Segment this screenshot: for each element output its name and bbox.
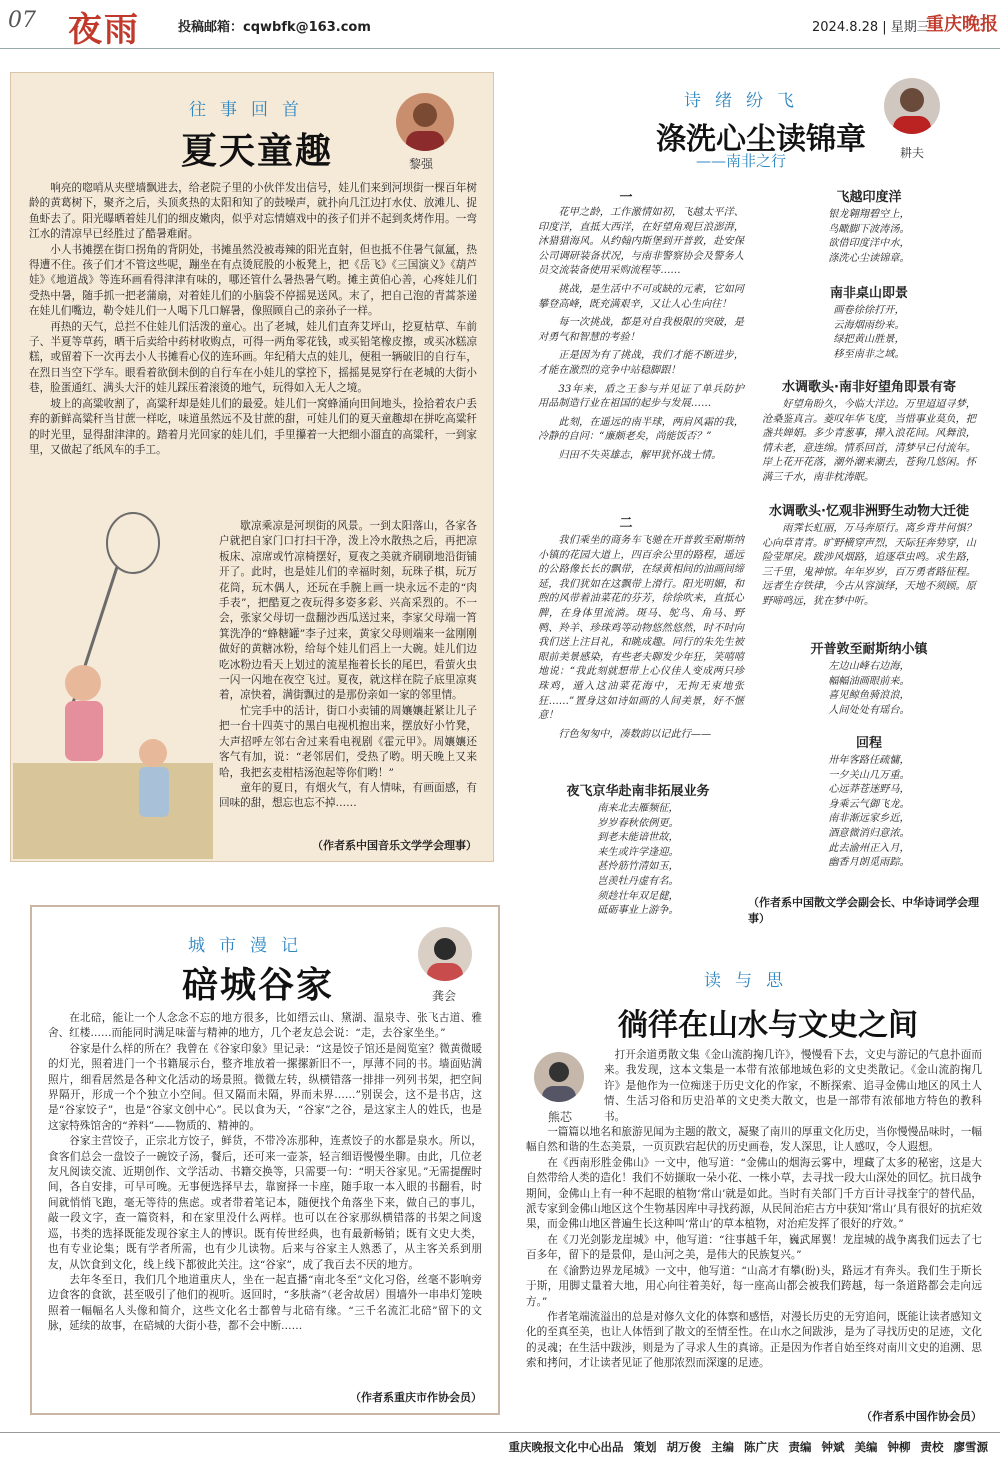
paragraph: 谷家主营饺子，正宗北方饺子，鲜货，不带冷冻那种，连煮饺子的水都是泉水。所以，食客们总会一盘饺子一碗饺子汤，餐后，还可来一壶茶，轻言细语慢慢坐聊。由此，几位老友凡阅读交流、近期创作、文学活动、书籍交换等，只需要一句：“明天谷家见。”无需提醒时间，各自安排，可早可晚。无事便选择早去，靠窗择一卡座，随手取一本入眼的书翻看，时间就悄悄飞跑，毫无等待的焦虑。或者带着笔记本，随便找个角落坐下来，做自己的事儿，敲一段文字，查一篇资料，和在家里没什么两样。也可以在谷家那纵横错落的书架之间逡巡，书类的选择既能发现谷家主人的博识。既有传世经典，也有最新畅销；既有文史大类，也有专业论集；既有学者所需，也有少儿读物。后来与谷家主人熟悉了，从主客关系到朋友，从饮食到文化，线上线下都彼此关注。这“谷家”，成了我百去不厌的地方。 [48, 1135, 482, 1271]
paragraph: 谷家是什么样的所在？我曾在《谷家印象》里记录：“这是饺子馆还是阅览室？微黄微暖的灯光，照着进门一个书籍展示台，整齐堆放着一摞摞新旧不一，厚薄不同的书。墙面贴满照片，细看居然是各种文化活动的场景照。微微左转，纵横错落一排排一列列书架，把空间界隔开，形成一个个独立小空间。但又隔而未隔，界而未界……”别误会，这不是书店，这是“谷家饺子”，也是“谷家文创中心”。民以食为天，“谷家”之谷，是这家主人的姓氏，也是这家特殊馆舍的“养料”——物质的、精神的。 [48, 1042, 482, 1132]
article-reading-section [512, 962, 990, 1428]
poem-text: 好望角盼久，今临大洋边。万里迢迢寻梦，沧桑鉴真言。菱叹年华飞度，当惜事业莫负，把盏共婵娟。多少青葱事，撵入浪花间。风舞浪，情未老，意连绵。情系回首，清梦早已付流年。岸上花开花落，潮外潮来潮去，苍狗几悠闲。怀满三千水，南非枕涛眠。 [762, 399, 976, 483]
author-name: 耕夫 [900, 146, 925, 160]
page-number: 07 [8, 8, 36, 33]
poem-text: 雨霁长虹丽，万马奔原行。离乡背井何惧？心向草青青。旷野横穿声烈，天际狂奔势穿，山险莹犀戾。跋涉风烟路，追逐草虫鸣。求生路，三千里，鬼神惊。年年岁岁，百万勇者路征程。远者生存铁律，今古从容演绎，天地不须顾。原野啼鸣远，犹在梦中听。 [762, 523, 976, 607]
paragraph: 此刻，在遥远的南半球，两肩风霜的我，冷静的自问：“廉颇老矣，尚能饭否？” [538, 416, 744, 443]
paragraph: 一篇篇以地名和旅游见闻为主题的散文，凝聚了南川的厚重文化历史，当你慢慢品味时，一幅幅自然和谐的生态美景，一页页跌宕起伏的历史画卷，发人深思，让人感叹，令人遐想。 [526, 1126, 982, 1154]
paragraph: 归田不失英雄志，解甲犹怀战士情。 [558, 449, 722, 461]
poem-body [756, 208, 982, 266]
paragraph: 花甲之龄，工作激情如初，飞越太平洋、印度洋，直抵大西洋，在好望角观巨浪澎湃，沐猎猎海风。从约翰内斯堡到开普敦，赴安保公司调研装备状况，与南非警察协会及警务人员交流装备使用采购流程等…… [538, 207, 744, 277]
paragraph: 在《西南形胜金佛山》一文中，他写道：“金佛山的烟海云雾中，埋藏了太多的秘密，这是大自然带给人类的造化！我们不妨撷取一朵小花、一株小草，去寻找一段大山深处的回忆。抗日战争期间，金佛山上有一种不起眼的植物‘常山’就是如此。当时有关部门千方百计寻找奎宁的替代品，派专家到金佛山地区这个生物基因库中寻找药源，从民间治疟古方中获知‘常山’具有很好的抗疟效果，而金佛山地区普遍生长这种叫‘常山’的草本植物，对治疟发挥了很好的疗效。” [526, 1156, 982, 1231]
author-name: 龚会 [432, 989, 457, 1003]
paragraph: 坡上的高粱收割了，高粱秆却是娃儿们的最爱。娃儿们一窝蜂涌向田间地头，捡拾着农户丢弃的新鲜高粱秆当甘蔗一样吃，味道虽然远不及甘蔗的甜，可娃儿们的夏天童趣却在拼吃高粱秆的时光里，显得甜津津的。踏着月光回家的娃儿们，手里攥着一大把细小溜直的高粱秆，一到家里，又做起了纸风车的手工。 [29, 397, 477, 456]
paragraph: 小人书摊摆在街口拐角的背阴处，书摊虽然没被毒辣的阳光直射，但也抵不住暑气氤氲，热得遭不住。孩子们才不管这些呢，蹦坐在有点烫屁股的小板凳上，把《岳飞》《三国演义》《葫芦娃》《地道战》等连环画看得津津有味的，哪还管什么暑热暑气哟。摊主黄伯心善，心疼娃儿们受热中暑，随手抓一把老蒲扇，对着娃儿们的小脑袋不停摇晃送风。末了，把自己泡的青蒿茶递在娃儿们嘴边，勒令娃儿们一人喝下几口解暑，像照顾自己的亲孙子一样。 [29, 243, 477, 318]
poem-line: 幽香月朗觅雨踪。 [828, 857, 910, 869]
poem-title: 水调歌头·南非好望角即景有寄 [782, 380, 956, 395]
submission-email: 投稿邮箱：cqwbfk@163.com [178, 20, 371, 35]
poem-line: 绿把黄山胜景， [833, 334, 905, 346]
poem-body [756, 304, 982, 362]
poem-title: 夜飞京华赴南非拓展业务 [566, 784, 710, 799]
credits-line: 重庆晚报文化中心出品 策划 胡万俊 主编 陈广庆 责编 钟斌 美编 钟柳 责校 廖雪源 [508, 1440, 988, 1454]
poem-line: 心远莽苍迷野马， [828, 784, 910, 796]
article-subtitle: ——南非之行 [696, 152, 787, 170]
paragraph: 在北碚，能让一个人念念不忘的地方很多，比如缙云山、黛湖、温泉寺、张飞古道、雅舍、红楼……而能同时满足味蕾与精神的地方，几个老友总会说：“走，去谷家坐坐。” [48, 1012, 482, 1040]
column-kicker: 诗绪纷飞 [684, 91, 808, 111]
section-title: 夜雨 [68, 10, 140, 50]
poem-line: 云海烟雨纷来。 [833, 319, 905, 331]
author-note: （作者系中国音乐文学学会理事） [312, 839, 477, 852]
author-note: （作者系中国散文学会副会长、中华诗词学会理事） [748, 896, 979, 925]
poem-line: 岂羡牡丹虚有名。 [597, 875, 679, 887]
poem-line: 身乘云气御飞龙。 [828, 798, 910, 810]
paragraph: 去年冬至日，我们几个地道重庆人，坐在一起直播“南北冬至”文化习俗，丝毫不影响旁边食客的食欲，甚至吸引了他们的视听。返回时，“多肤斋”（老舍故居）围墙外一串串灯笼映照着一幅幅名人头像和简介，这些文化名士都曾与北碚有缘。“三千名流汇北碚”留下的文脉，延续的故事，在碚城的大街小巷，都不会中断…… [48, 1273, 482, 1333]
article-title: 涤洗心尘读锦章 [656, 122, 866, 157]
poem-title: 开普敦至耐斯纳小镇 [810, 642, 928, 657]
article-title: 碚城谷家 [182, 964, 335, 1006]
poem-title: 飞越印度洋 [836, 190, 902, 205]
paragraph: 响亮的唿哨从夹壁墙飘进去，给老院子里的小伙伴发出信号，娃儿们来到河坝街一棵百年树龄的黄葛树下，聚齐之后，头顶炙热的太阳和知了的鼓噪声，就扑向几江边打水仗、放滩儿、捉鱼虾去了。阳光曝晒着娃儿们的细皮嫩肉，似乎对忘情嬉戏中的孩子们并不起到炙烤作用。一弯江水的清凉早已经胜过了酷暑难耐。 [29, 182, 477, 241]
column-kicker: 读与思 [704, 971, 797, 991]
author-avatar [396, 93, 454, 151]
paragraph: 每一次挑战，都是对自我极限的突破，是对勇气和智慧的考验！ [538, 317, 744, 343]
author-avatar [884, 78, 940, 134]
article-poetry-section [512, 72, 990, 934]
poem-line: 卅年客路任疏慵， [828, 755, 910, 766]
article-title: 徜徉在山水与文史之间 [618, 1008, 918, 1043]
poem-prose [762, 398, 976, 490]
poem-prose [762, 522, 976, 614]
article-summer-panel [10, 72, 494, 862]
poem-line: 酒意微消归意浓。 [828, 827, 910, 839]
paragraph: 童年的夏日，有烟火气，有人情味，有画面感，有回味的甜，想忘也忘不掉…… [219, 781, 477, 810]
poem-line: 银龙翱翔碧空上， [828, 209, 910, 220]
article-body [48, 1011, 482, 1335]
person-icon [396, 93, 454, 151]
poem-line: 涤洗心尘读锦章。 [828, 252, 910, 264]
poem-line: 岁岁春秋依例更。 [597, 817, 679, 829]
paragraph: 在《渝黔边界龙尾城》一文中，他写道：“山高才有攀(盼)头，路远才有奔头。我们生于斯长于斯，用脚丈量着大地，用心向往着美好，每一座高山都会被我们跨越，每一条道路都会走向远方。” [526, 1264, 982, 1308]
poem-line: 此去渝州正入月， [828, 842, 910, 854]
poem-line: 南来北去雁频征， [597, 803, 679, 814]
poem-title: 回程 [855, 736, 882, 751]
paragraph: 我们乘坐的商务车飞驰在开普敦至耐斯纳小镇的花园大道上，四百余公里的路程，遥远的公路像长长的飘带，在绿黄相间的油画间缔延，我们犹如在这飘带上滑行。阳光明媚，和煦的风带着油菜花的芬芳，徐徐吹来，直抵心脾，在身体里流淌。斑马、鸵鸟、角马、野鸭、羚羊、珍珠鸡等动物悠然悠然，时不时向我们送上注目礼，和眺成趣。同行的朱先生被眼前美景感染，有些老夫聊发少年狂，笑嘻嘻地说：“我此刻就想带上心仪佳人变成两只珍珠鸡，遁入这油菜花海中，无拘无束地张狂……”置身这如诗如画的人间美景，好不惬意！ [538, 535, 744, 722]
poem-body [756, 754, 982, 871]
poem-line: 来生或许学逢迎。 [597, 846, 679, 858]
poem-body [756, 660, 982, 718]
poem-line: 鸟瞰脚下波涛汤。 [828, 223, 910, 235]
poem-line: 须趁壮年双足健， [597, 890, 679, 902]
poem-body [532, 802, 744, 919]
paragraph: 挑战，是生活中不可或缺的元素，它如同攀登高峰，既充满艰辛，又让人心生向往！ [538, 283, 744, 310]
poem-line: 人间处处有瑶台。 [828, 704, 910, 716]
person-icon [884, 78, 940, 134]
poem-line: 南非渐远家乡近， [828, 813, 910, 825]
article-title: 夏天童趣 [181, 130, 334, 172]
poem-line: 画卷徐徐打开， [833, 305, 905, 316]
poem-line: 左边山峰右边海， [828, 661, 910, 672]
author-note: （作者系中国作协会员） [861, 1410, 982, 1423]
author-note: （作者系重庆市作协会员） [350, 1391, 482, 1404]
poem-title: 南非桌山即景 [829, 286, 908, 301]
section-number: 二 [619, 516, 633, 531]
person-icon [418, 927, 472, 981]
section-number: 一 [619, 190, 633, 205]
paragraph: 歇凉乘凉是河坝街的风景。一到太阳落山，各家各户就把自家门口打扫干净，泼上冷水散热之后，再把凉板床、凉席或竹凉椅摆好，夏夜之美就齐刷刷地沿街铺开了。此时，也是娃儿们的幸福时刻，玩珠子棋，玩万花筒，玩木偶人，还玩在手腕上画一块永远不走的“肉手表”，把酷夏之夜玩得多姿多彩、兴高采烈的。不一会，张家父母切一盘翻沙西瓜送过来，李家父母端一筲箕洗净的“蜂糖罐”李子过来，黄家父母则端来一盆刚刚做好的黄糖冰粉，给每个娃儿们舀上一大碗。娃儿们边吃冰粉边看天上划过的流星拖着长长的尾巴，看萤火虫一闪一闪地在夜空飞过。夏夜，就这样在院子底里凉爽着，凉快着，满街飘过的是那份亲如一家的邻里情。 [219, 520, 477, 702]
author-avatar [418, 927, 472, 981]
poem-line: 到老未能谙世故， [597, 832, 679, 844]
article-body [29, 181, 477, 458]
poem-line: 一夕关山几万重。 [828, 769, 910, 781]
issue-date: 2024.8.28 | 星期三 [812, 20, 930, 35]
paragraph: 行色匆匆中，凑数韵以记此行—— [558, 728, 712, 740]
poem-title: 水调歌头·忆观非洲野生动物大迁徙 [769, 504, 969, 519]
poem-line: 幅幅油画眼前来。 [828, 675, 910, 687]
page-header [0, 0, 1000, 49]
children-illustration [13, 503, 213, 859]
poem-line: 喜见鲸鱼骑浪浪， [828, 690, 910, 702]
column-kicker: 城市漫记 [188, 936, 312, 956]
paragraph: 打开余道勇散文集《金山流韵掬几许》，慢慢看下去，文史与游记的气息扑面而来。我发现，这本文集是一本带有浓郁地域色彩的文史类散记。《金山流韵掬几许》是他作为一位痴迷于历史文化的作家，不断探索、追寻金佛山地区的风土人情、生活习俗和历史沿革的文史类大散文，也是一部带有浓郁地方特色的教科书。 [604, 1049, 982, 1123]
column-kicker: 往事回首 [189, 100, 313, 120]
paragraph: 作者笔端流溢出的总是对修久文化的体察和感悟，对漫长历史的无穷追问，既能让读者感知文化的至真至美，也让人体悟到了散文的至情至性。在山水之间跋涉，是为了寻找历史的足迹，文化的灵魂；在生活中跋涉，则是为了寻求人生的真谛。正是因为作者自始至终对南川文史的追溯、思索和拷问，才让读者见证了他那浓烈而深邃的足迹。 [526, 1310, 982, 1370]
paragraph: 忙完手中的活计，街口小卖铺的周孃孃赶紧让儿子把一台十四英寸的黑白电视机抱出来，摆放好小竹凳，大声招呼左邻右舍过来看电视剧《霍元甲》。周孃孃还客气有加，说：“老邻居们，受热了哟。明天晚上又来哈，我把玄麦柑桔汤泡起等你们哟！” [219, 704, 477, 779]
prose-section-1 [538, 206, 744, 468]
newspaper-logo: 重庆晚报 [926, 14, 998, 35]
poem-line: 甚怜筋竹清如玉， [597, 861, 679, 873]
paragraph: 正是因为有了挑战，我们才能不断进步，才能在激烈的竞争中站稳脚跟！ [538, 350, 744, 376]
page-footer [0, 1432, 1000, 1459]
paragraph: 在《刀光剑影龙崖城》中，他写道：“往事越千年，巍武犀翼！龙崖城的战争离我们远去了七百多年，留下的是景仰，是山河之美，是伟大的民族复兴。” [526, 1233, 982, 1262]
poem-line: 砥砺事业上游争。 [597, 905, 679, 917]
author-name: 黎强 [409, 157, 434, 171]
author-name: 熊芯 [548, 1110, 573, 1124]
poem-line: 欲借印度洋中水， [828, 238, 910, 250]
article-beibei-panel [30, 905, 500, 1415]
article-body-cont [219, 519, 477, 812]
poem-line: 移至南非之域。 [833, 348, 905, 360]
paragraph: 33年来，盾之王参与并见证了单兵防护用品制造行业在祖国的起步与发展…… [538, 383, 744, 410]
prose-section-2 [538, 534, 744, 746]
paragraph: 再热的天气，总拦不住娃儿们活泼的童心。出了老城，娃儿们直奔艾坪山，挖夏枯草、车前子、半夏等草药，晒干后卖给中药材收购点，可得一两角零花钱，或买铅笔橡皮擦，或买冰糕凉糕，或留着下一次再去小人书摊看心仪的连环画。年纪稍大点的娃儿，便租一辆破旧的自行车，在烈日当空下学车。眼看着欲倒未倒的自行车在小娃儿的掌控下，摇摇晃晃穿行在老城的大街小巷，脸蛋通红、满头大汗的娃儿踩压着滚烫的地气，玩得如入无人之境。 [29, 320, 477, 395]
article-body [526, 1048, 982, 1372]
